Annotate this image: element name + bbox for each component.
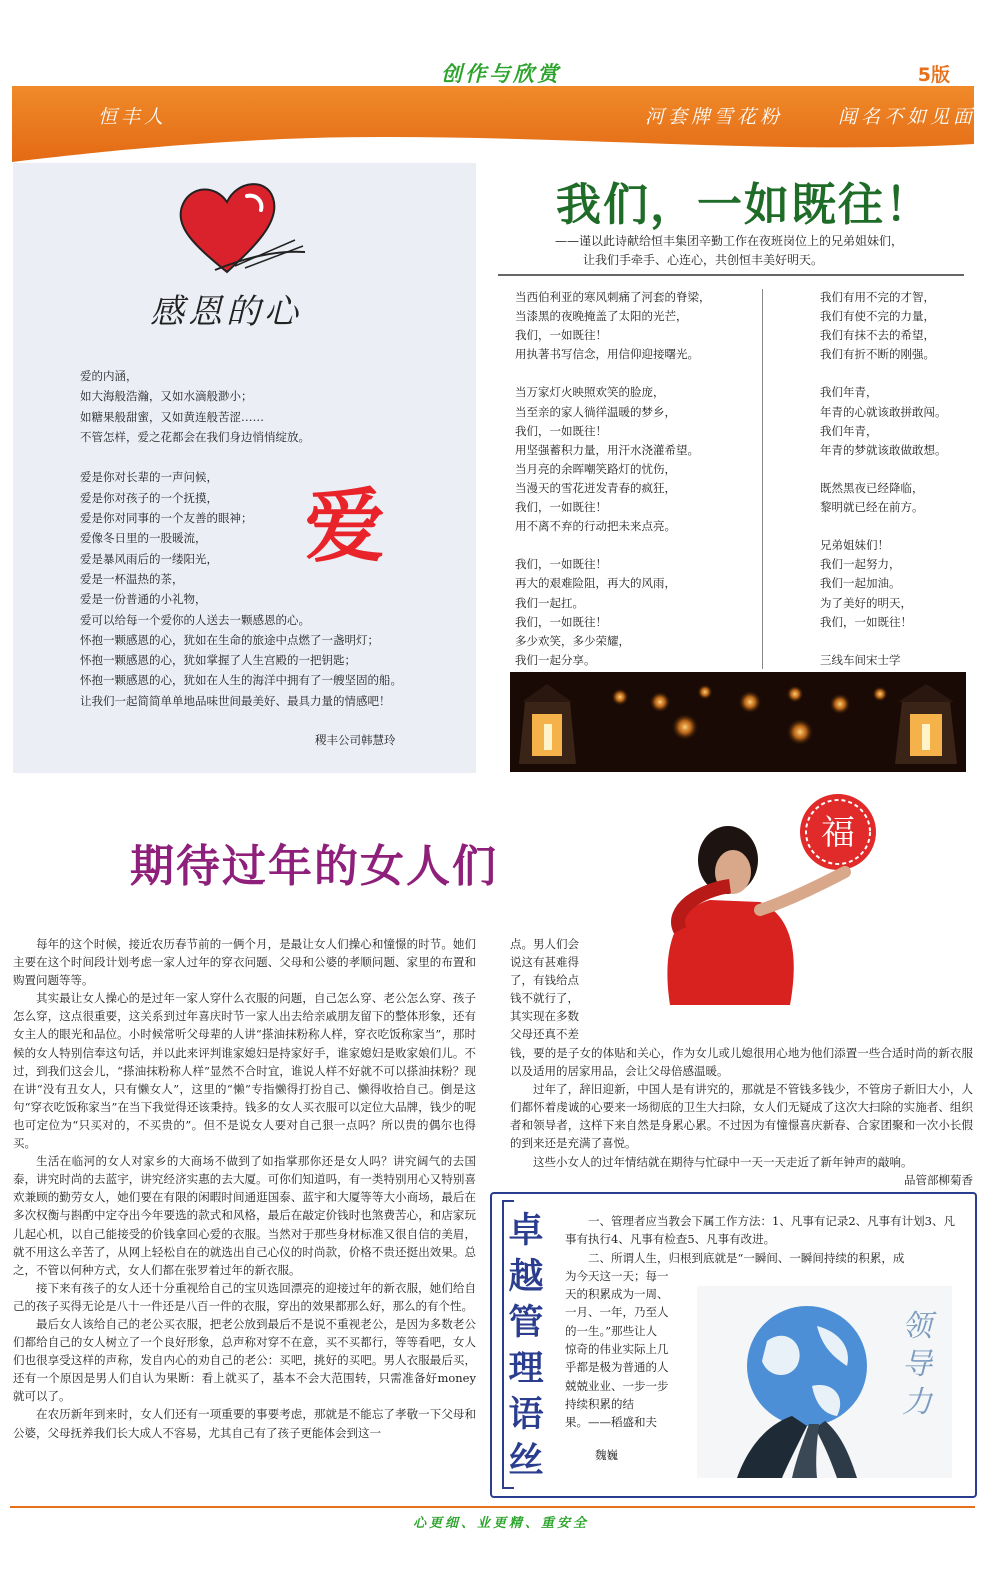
poem-line: 再大的艰难险阻，再大的风雨， [515, 576, 676, 591]
women-narrow-line: 其实现在多数 [510, 1009, 579, 1024]
management-item-2-lines [565, 1267, 690, 1432]
poem-author: 三线车间宋士学 [820, 652, 901, 667]
management-line: 为今天这一天；每一 [565, 1268, 669, 1283]
management-item-1: 一、管理者应当教会下属工作方法：1、凡事有记录2、凡事有计划3、凡事有执行4、凡事有检查5、凡事有改进。 [565, 1214, 955, 1247]
poem-line [515, 364, 711, 383]
women-narrow-line: 父母还真不差 [510, 1027, 579, 1042]
management-line: 果。——稻盛和夫 [565, 1415, 657, 1430]
management-line: 的一生。”那些让人 [565, 1323, 658, 1338]
management-author: 魏巍 [595, 1447, 618, 1462]
gratitude-line: 爱是暴风雨后的一缕阳光， [80, 551, 218, 566]
love-character: 爱 [305, 480, 385, 573]
management-line: 一月、一年，乃至人 [565, 1305, 669, 1320]
women-paragraph: 最后女人该给自己的老公买衣服，把老公放到最后不是说不重视老公，是因为多数老公们都给自己的女人树立了一个良好形象，总声称对穿不在意，买不买都行，等等看吧，女人们也很享受这样的声称，发自内心的劝自己的老公：买吧，挑好的买吧。男人衣服最后买，还有一个原因是男人们自认为果断：看上就买了，基本不会大范围转，只需准备好money就可以了。 [13, 1316, 476, 1404]
poem-line: 我们一起扛。 [515, 595, 584, 610]
poem-line: 既然黑夜已经降临， [820, 480, 924, 495]
poem-line: 我们有抹不去的希望， [820, 328, 935, 343]
gratitude-line: 不管怎样，爱之花都会在我们身边悄悄绽放。 [80, 429, 310, 444]
poem-line [515, 536, 711, 555]
poem-line [820, 517, 947, 536]
management-line: 惊奇的伟业实际上几 [565, 1342, 669, 1357]
women-narrow-line: 点。男人们会 [510, 937, 579, 951]
footer-rule [10, 1506, 975, 1508]
poem-line: 年青的心就该敢拼敢闯。 [820, 404, 947, 419]
management-title-char: 越 [508, 1257, 544, 1297]
gratitude-line: 爱像冬日里的一股暖流， [80, 531, 207, 546]
management-title [498, 1200, 548, 1485]
poem-line [820, 460, 947, 479]
poem-line: 当漆黑的夜晚掩盖了太阳的光芒， [515, 309, 688, 324]
women-narrow-line: 说这有甚难得 [510, 955, 579, 970]
gratitude-line: 怀抱一颗感恩的心，犹如在人生的海洋中拥有了一艘坚固的船。 [80, 673, 402, 688]
banner-slogan: 闻名不如见面 [838, 106, 977, 128]
poem-line: 用坚强蓄积力量，用汗水浇灌希望。 [515, 442, 699, 457]
poem-line: 当万家灯火映照欢笑的脸庞， [515, 385, 665, 400]
women-paragraph: 每年的这个时候，接近农历春节前的一俩个月，是最让女人们操心和憧憬的时节。她们主要在这个时间段计划考虑一家人过年的穿衣问题、父母和公婆的孝顺问题、家里的布置和购置问题等等。 [13, 937, 476, 988]
poem-line: 我们，一如既往！ [515, 328, 607, 343]
women-paragraph: 在农历新年到来时，女人们还有一项重要的事要考虑，那就是不能忘了孝敬一下父母和公婆，父母抚养我们长大成人不容易，尤其自己有了孩子更能体会到这一 [13, 1407, 476, 1440]
gratitude-line: 怀抱一颗感恩的心，犹如在生命的旅途中点燃了一盏明灯； [80, 632, 379, 647]
poem-line: 我们有折不断的刚强。 [820, 347, 935, 362]
gratitude-line: 爱可以给每一个爱你的人送去一颗感恩的心。 [80, 612, 310, 627]
women-author: 品管部柳菊香 [904, 1172, 973, 1187]
poem-line: 当月亮的余晖嘲笑路灯的忧伤， [515, 461, 676, 476]
footer-slogan: 心更细、业更精、重安全 [412, 1516, 589, 1531]
management-item-2: 二、所谓人生，归根到底就是“一瞬间、一瞬间持续的积累，成 [588, 1250, 905, 1265]
leadership-text-2: 导 [902, 1347, 932, 1382]
edition-label: 5版 [917, 64, 950, 86]
gratitude-line: 爱是一份普通的小礼物， [80, 592, 207, 607]
poem-line: 我们，一如既往！ [820, 614, 912, 629]
management-line: 乎都是极为普通的人 [565, 1360, 669, 1375]
women-paragraph: 这些小女人的过年情结就在期待与忙碌中一天一天走近了新年钟声的敲响。 [533, 1154, 913, 1169]
poem-line: 我们，一如既往！ [515, 614, 607, 629]
women-article-title: 期待过年的女人们 [130, 841, 498, 892]
poem-line: 年青的梦就该敢做敢想。 [820, 442, 947, 457]
poem-column-right [820, 288, 947, 670]
poem-line: 我们一起加油。 [820, 576, 901, 591]
poem-rule [498, 274, 964, 276]
poem-line [820, 364, 947, 383]
women-paragraph: 过年了，辞旧迎新，中国人是有讲究的，那就是不管钱多钱少，不管房子新旧大小，人们都怀着虔诚的心要来一场彻底的卫生大扫除，女人们无疑成了这次大扫除的实施者、组织者和领导者，这样下来自然是身累心累。不过因为有憧憬喜庆新春、合家团聚和一次小长假的到来还是充满了喜悦。 [510, 1082, 973, 1151]
women-article-col1 [13, 935, 476, 1442]
leadership-globe-image [697, 1286, 952, 1478]
gratitude-line: 怀抱一颗感恩的心，犹如掌握了人生宫殿的一把钥匙； [80, 653, 356, 668]
management-title-char: 理 [508, 1349, 544, 1389]
poem-column-left [515, 288, 711, 670]
women-paragraph: 其实最让女人操心的是过年一家人穿什么衣服的问题，自己怎么穿、老公怎么穿、孩子怎么穿，这点很重要，这关系到过年喜庆时节一家人出去给亲戚朋友留下的整体形象，还有女主人的眼光和品位。小时候常听父母辈的人讲“搽油抹粉称人样，穿衣吃饭称家当”，那时候的女人特别信奉这句话，并以此来评判谁家媳妇是持家好手，谁家媳妇是败家娘们儿。不过，到我们这会儿，“搽油抹粉称人样”显然不合时宜，谁说人样不好就不可以搽油抹粉？现在讲“没有丑女人，只有懒女人”，这里的“懒”专指懒得打扮自己、懒得收拾自己。倒是这句“穿衣吃饭称家当”在当下我觉得还该秉持。钱多的女人买衣服可以定位大品牌，钱少的呢也可定位为“只买对的，不买贵的”。但不是说女人要对自己狠一点吗？所以贵的偶尔也得买。 [13, 991, 476, 1151]
gratitude-line: 爱是你对孩子的一个抚摸， [80, 490, 218, 505]
poem-line: 我们一起努力， [820, 557, 901, 572]
women-article-col2 [510, 1044, 973, 1189]
poem-line: 用执著书写信念，用信仰迎接曙光。 [515, 347, 699, 362]
management-line: 持续积累的结 [565, 1396, 634, 1411]
women-article-narrow [510, 935, 600, 1044]
women-narrow-line: 了，有钱给点 [510, 973, 579, 988]
poem-line: 当西伯利亚的寒风刺痛了河套的脊梁， [515, 290, 711, 304]
poem-line [820, 632, 947, 651]
management-title-char: 管 [508, 1303, 544, 1343]
poem-line: 我们有使不完的力量， [820, 309, 935, 324]
poem-line: 我们年青， [820, 423, 878, 438]
lantern-photo [510, 672, 966, 772]
poem-title: 我们，一如既往！ [556, 178, 933, 231]
banner-product: 河套牌雪花粉 [645, 106, 784, 128]
poem-line: 当漫天的雪花迸发青春的疯狂， [515, 480, 676, 495]
gratitude-title: 感恩的心 [150, 292, 302, 332]
gratitude-line: 爱是你对同事的一个友善的眼神； [80, 511, 253, 526]
section-title: 创作与欣赏 [441, 62, 561, 86]
poem-subtitle-1: ——谨以此诗献给恒丰集团辛勤工作在夜班岗位上的兄弟姐妹们， [555, 234, 904, 248]
gratitude-line: 如糖果般甜蜜，又如黄连般苦涩…… [80, 409, 264, 424]
poem-line: 我们年青， [820, 385, 878, 400]
leadership-text-1: 领 [902, 1309, 932, 1344]
woman-with-fu-photo [640, 790, 900, 1005]
poem-line: 我们，一如既往！ [515, 500, 607, 515]
gratitude-author: 稷丰公司韩慧玲 [315, 733, 396, 747]
women-paragraph: 生活在临河的女人对家乡的大商场不做到了如指掌那你还是女人吗？讲究阔气的去国泰，讲究时尚的去蓝宇，讲究经济实惠的去大厦。可你们知道吗，有一类特别用心又特别喜欢兼顾的勤劳女人，她们要在有限的闲暇时间通逛国泰、蓝宇和大厦等等大小商场，最后在多次权衡与斟酌中定夺出今年要选的款式和风格，最后在敲定价钱时也煞费苦心，和店家玩儿起心机，以自己能接受的价钱拿回心爱的衣服。当然对于那些身材标准又很自信的美眉，就不用这么辛苦了，从网上轻松自在的就选出自己心仪的时尚款，价格不贵还挺出效果。总之，不管以何种方式，女人们都在张罗着过年的新衣服。 [13, 1154, 476, 1277]
gratitude-line: 如大海般浩瀚，又如水滴般渺小； [80, 389, 253, 404]
leadership-text-3: 力 [902, 1385, 932, 1420]
gratitude-line: 爱是一杯温热的茶， [80, 571, 184, 586]
women-narrow-line: 钱不就行了， [510, 991, 579, 1006]
poem-line: 多少欢笑，多少荣耀， [515, 633, 630, 648]
heart-icon [175, 180, 315, 275]
management-line: 兢兢业业、一步一步 [565, 1378, 669, 1393]
management-title-char: 卓 [508, 1211, 544, 1251]
poem-line: 为了美好的明天， [820, 595, 912, 610]
banner-brand: 恒丰人 [98, 106, 168, 128]
poem-line: 我们，一如既往！ [515, 423, 607, 438]
management-title-char: 丝 [508, 1441, 544, 1481]
management-line: 天的积累成为一周、 [565, 1287, 669, 1302]
poem-line: 黎明就已经在前方。 [820, 500, 924, 515]
management-title-char: 语 [508, 1395, 544, 1435]
gratitude-line: 爱的内涵， [80, 369, 138, 383]
poem-line: 用不离不弃的行动把未来点亮。 [515, 519, 676, 534]
gratitude-line: 爱是你对长辈的一声问候， [80, 470, 218, 485]
poem-line: 我们，一如既往！ [515, 557, 607, 572]
poem-subtitle-2: 让我们手牵手、心连心，共创恒丰美好明天。 [583, 253, 824, 267]
women-paragraph: 钱，要的是子女的体贴和关心，作为女儿或儿媳很用心地为他们添置一些合适时尚的新衣服以及适用的居家用品，会让父母倍感温暖。 [510, 1046, 973, 1079]
poem-column-divider [762, 289, 763, 669]
poem-line: 我们有用不完的才智， [820, 290, 935, 304]
poem-line: 我们一起分享。 [515, 652, 596, 667]
women-paragraph: 接下来有孩子的女人还十分重视给自己的宝贝选回漂亮的迎接过年的新衣服，她们给自己的孩子买得无论是八十一件还是八百一件的衣服，穿出的效果都那么好，那么的有个性。 [13, 1280, 476, 1313]
poem-line: 当至亲的家人徜徉温暖的梦乡， [515, 404, 676, 419]
poem-line: 兄弟姐妹们！ [820, 538, 889, 553]
fu-character: 福 [821, 813, 855, 853]
gratitude-line: 让我们一起简简单单地品味世间最美好、最具力量的情感吧！ [80, 693, 391, 708]
